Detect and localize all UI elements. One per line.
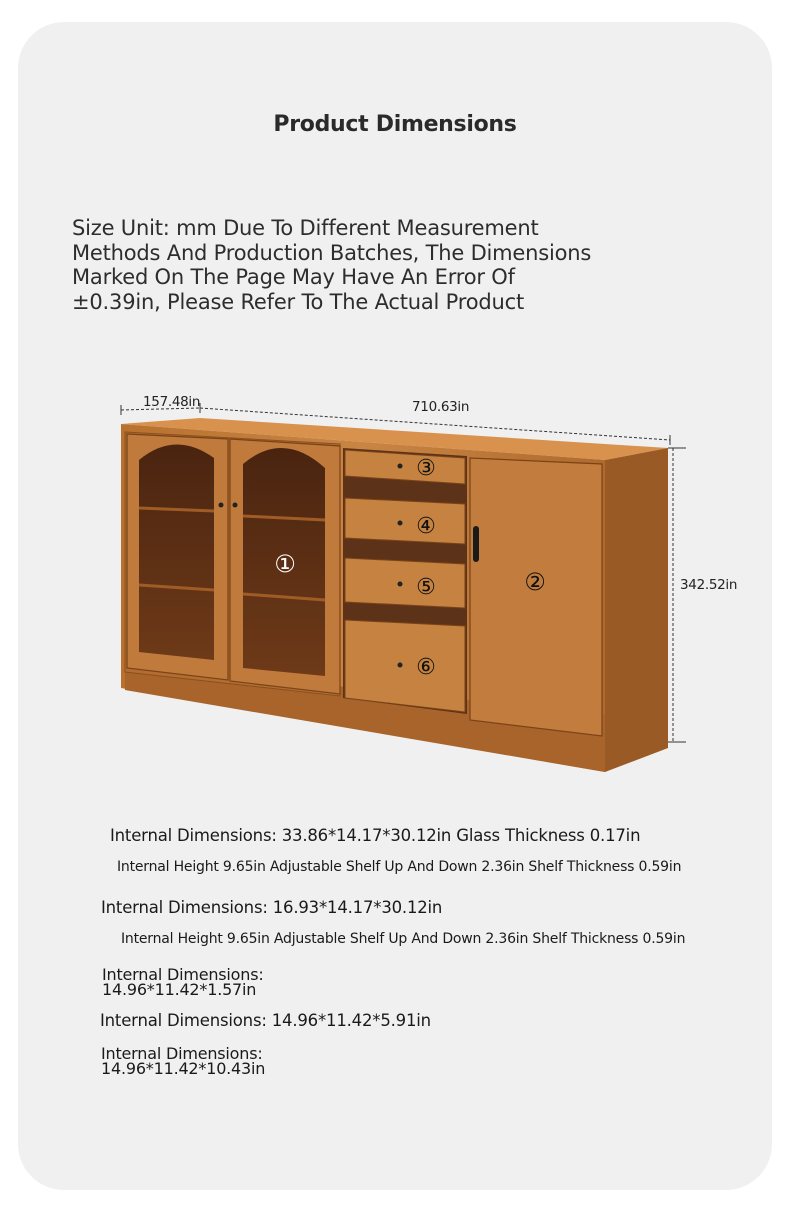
- spec-compartment-4: Internal Dimensions: 14.96*11.42*5.91in: [100, 1011, 431, 1030]
- depth-label: 157.48in: [143, 394, 201, 410]
- marker-2: ②: [524, 568, 546, 596]
- note-line: Methods And Production Batches, The Dimensions: [72, 240, 592, 265]
- note-line: ±0.39in, Please Refer To The Actual Product: [72, 289, 524, 314]
- height-label: 342.52in: [680, 577, 738, 593]
- spec-line: 14.96*11.42*10.43in: [101, 1058, 266, 1078]
- sideboard-illustration: [0, 380, 790, 780]
- marker-5: ⑤: [416, 575, 436, 600]
- width-label: 710.63in: [412, 399, 470, 415]
- spec-compartment-3: [102, 965, 264, 999]
- measurement-note: [72, 216, 672, 314]
- spec-compartment-1: Internal Dimensions: 33.86*14.17*30.12in Glass Thickness 0.17in: [110, 826, 641, 845]
- spec-compartment-2: Internal Dimensions: 16.93*14.17*30.12in: [101, 898, 443, 917]
- spec-line: Internal Dimensions:: [101, 1044, 263, 1063]
- note-line: Marked On The Page May Have An Error Of: [72, 265, 515, 289]
- marker-3: ③: [416, 456, 436, 481]
- marker-6: ⑥: [416, 655, 436, 680]
- note-line: Size Unit: mm Due To Different Measurement: [72, 216, 539, 240]
- spec-line: 14.96*11.42*1.57in: [102, 979, 257, 999]
- page-title: Product Dimensions: [273, 112, 517, 137]
- marker-1: ①: [274, 550, 296, 578]
- spec-compartment-5: [101, 1044, 266, 1078]
- marker-4: ④: [416, 514, 436, 539]
- spec-compartment-2-detail: Internal Height 9.65in Adjustable Shelf Up And Down 2.36in Shelf Thickness 0.59in: [121, 931, 686, 947]
- spec-compartment-1-detail: Internal Height 9.65in Adjustable Shelf Up And Down 2.36in Shelf Thickness 0.59in: [117, 859, 682, 875]
- sideboard-diagram: [0, 380, 790, 780]
- spec-line: Internal Dimensions:: [102, 965, 264, 984]
